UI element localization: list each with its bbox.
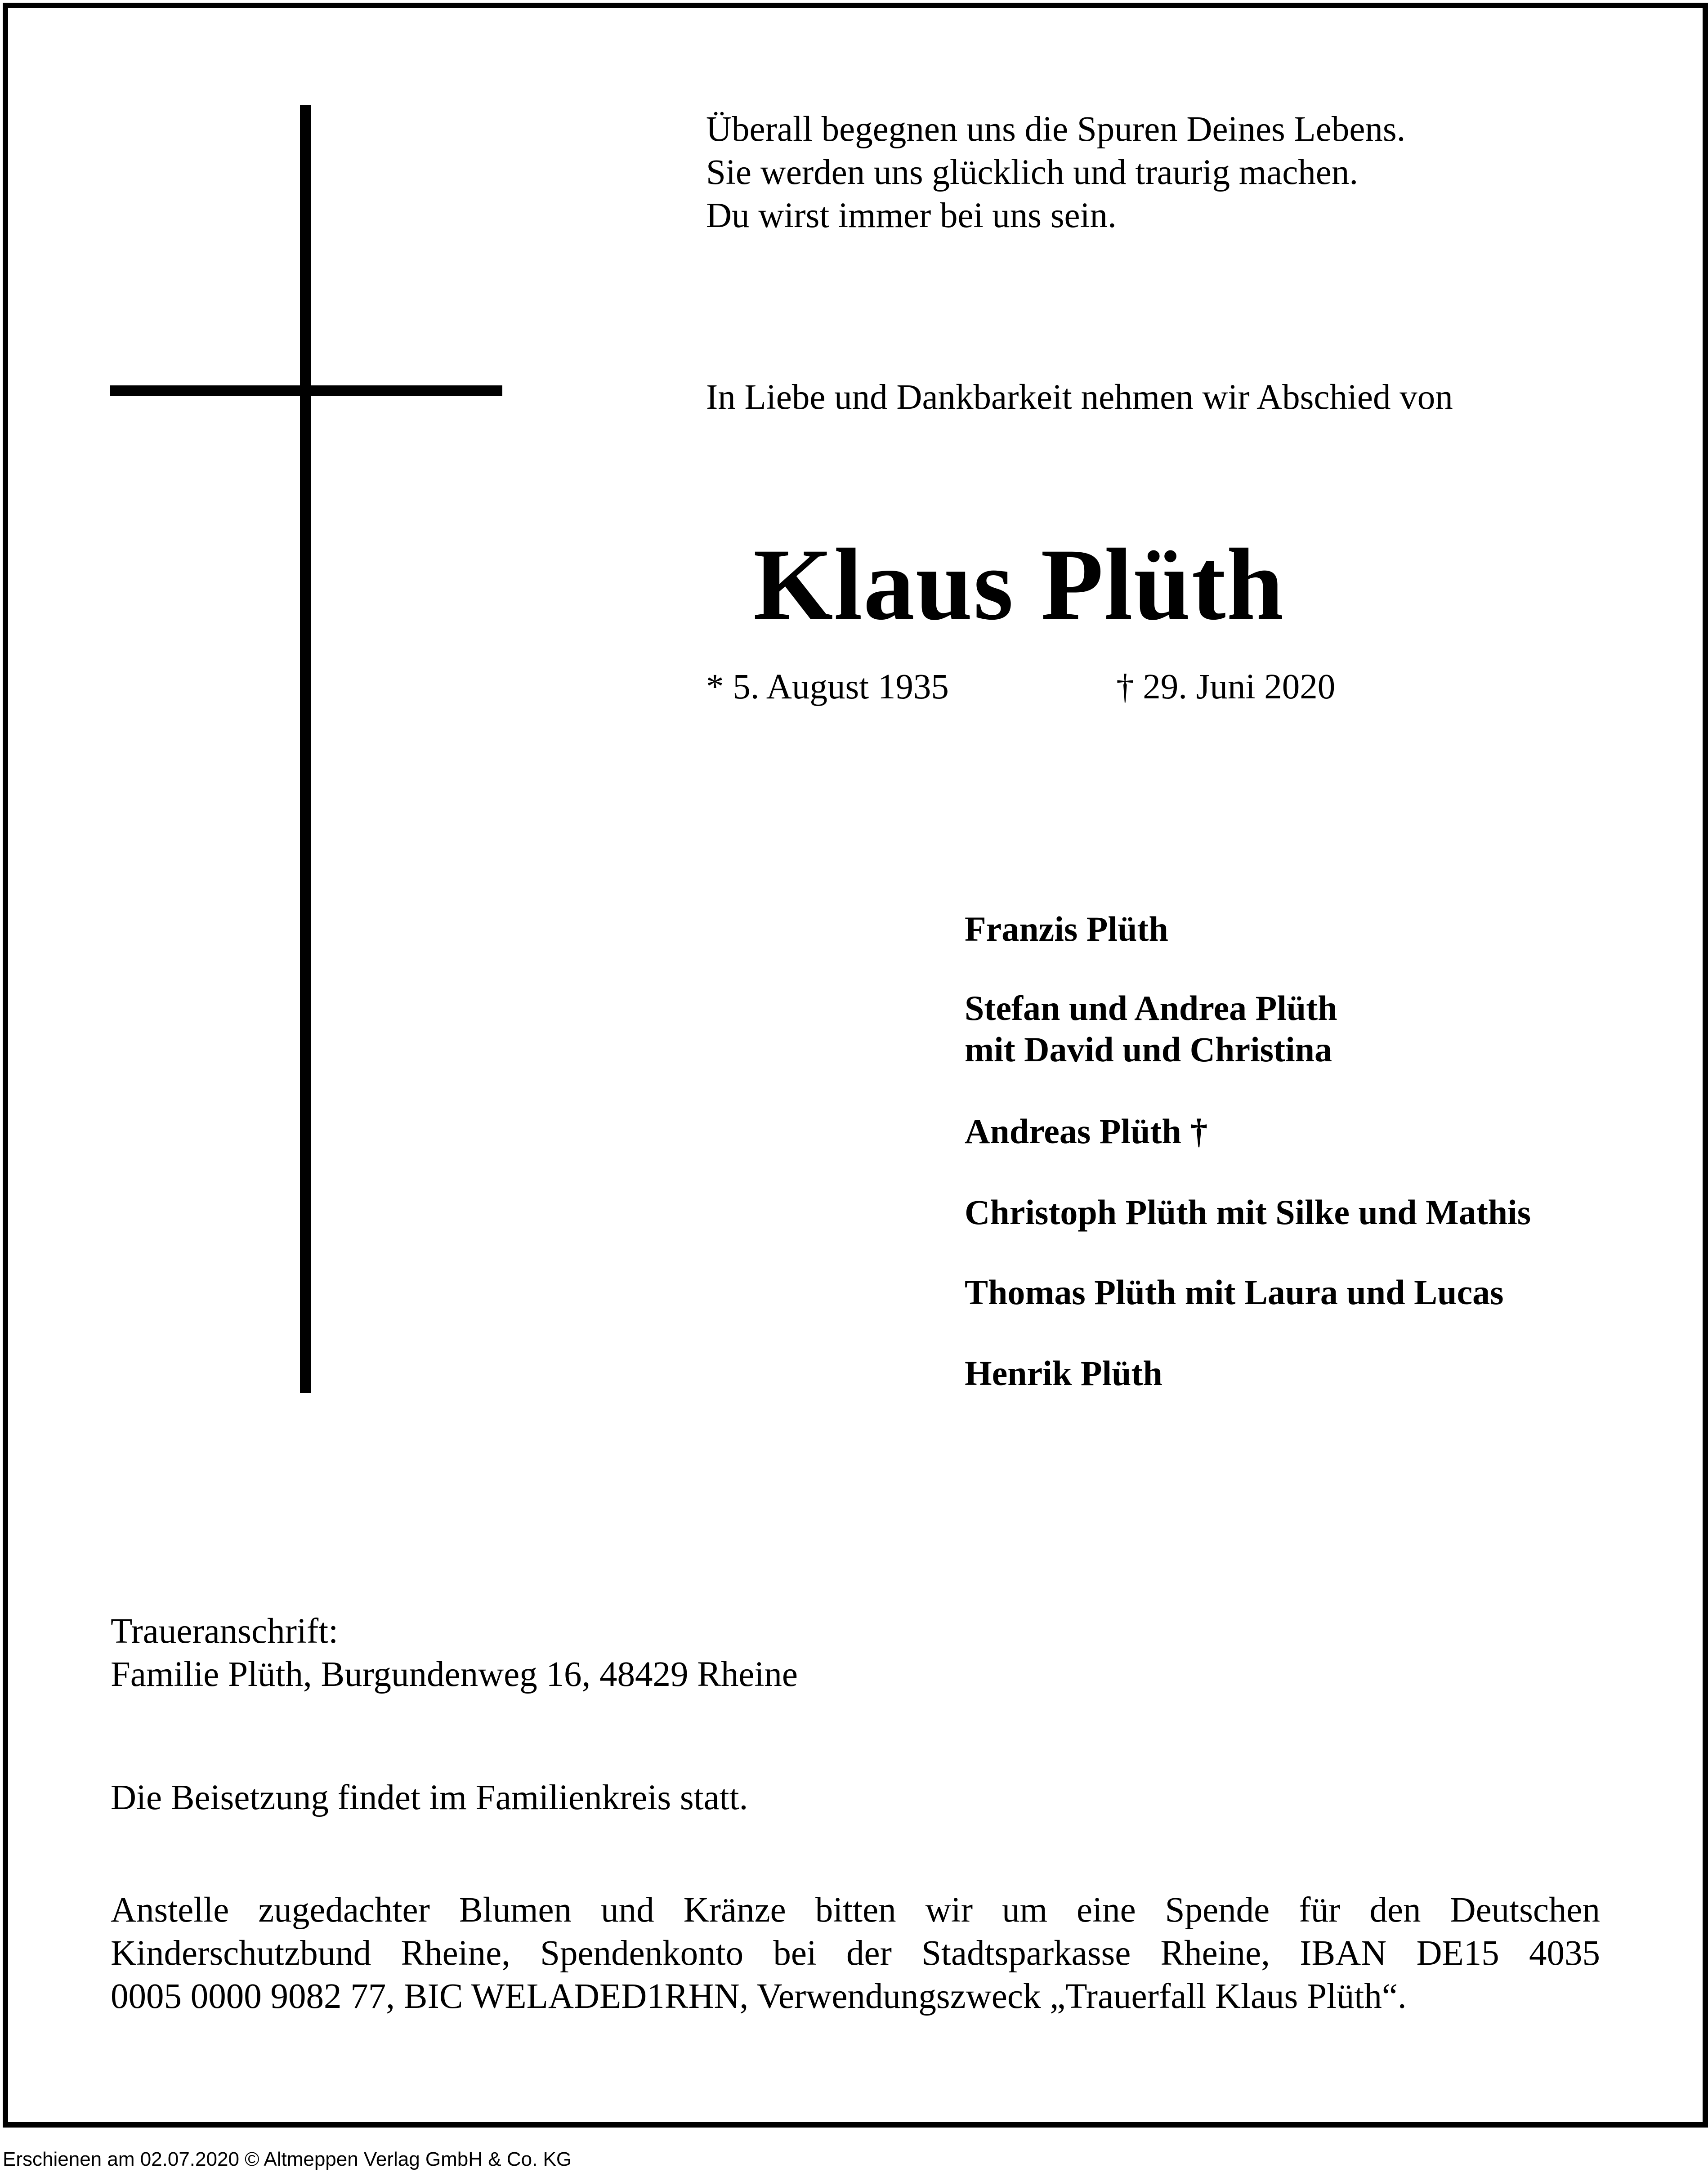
cross-icon-beam <box>110 385 502 396</box>
publication-footer: Erschienen am 02.07.2020 © Altmeppen Verlag GmbH & Co. KG <box>3 2148 572 2170</box>
donation-line-1: Anstelle zugedachter Blumen und Kränze bitten wir um eine Spende für den Deutschen <box>111 1891 1600 1930</box>
donation-line-3: 0005 0000 9082 77, BIC WELADED1RHN, Verwendungszweck „Trauerfall Klaus Plüth“. <box>111 1977 1407 2016</box>
farewell-intro: In Liebe und Dankbarkeit nehmen wir Abschied von <box>706 378 1453 417</box>
donation-paragraph <box>111 1889 1600 2018</box>
quote-line-1: Überall begegnen uns die Spuren Deines Lebens. <box>706 110 1406 149</box>
death-date: † 29. Juni 2020 <box>1116 667 1336 706</box>
quote-line-3: Du wirst immer bei uns sein. <box>706 196 1117 235</box>
mourner-5: Thomas Plüth mit Laura und Lucas <box>965 1273 1504 1312</box>
mourner-3: Andreas Plüth † <box>965 1112 1208 1151</box>
mourner-2-family: mit David und Christina <box>965 1030 1332 1069</box>
deceased-name: Klaus Plüth <box>753 528 1285 641</box>
mourner-6: Henrik Plüth <box>965 1354 1163 1393</box>
quote-line-2: Sie werden uns glücklich und traurig machen. <box>706 153 1359 192</box>
mourner-2: Stefan und Andrea Plüth <box>965 988 1337 1028</box>
burial-note: Die Beisetzung findet im Familienkreis statt. <box>111 1778 748 1817</box>
address-value: Familie Plüth, Burgundenweg 16, 48429 Rheine <box>111 1655 798 1694</box>
address-label: Traueranschrift: <box>111 1612 339 1651</box>
donation-line-2: Kinderschutzbund Rheine, Spendenkonto bei der Stadtsparkasse Rheine, IBAN DE15 4035 <box>111 1934 1600 1973</box>
mourner-4: Christoph Plüth mit Silke und Mathis <box>965 1193 1531 1232</box>
cross-icon <box>300 105 311 1393</box>
birth-date: * 5. August 1935 <box>706 667 949 706</box>
mourner-1: Franzis Plüth <box>965 909 1168 948</box>
